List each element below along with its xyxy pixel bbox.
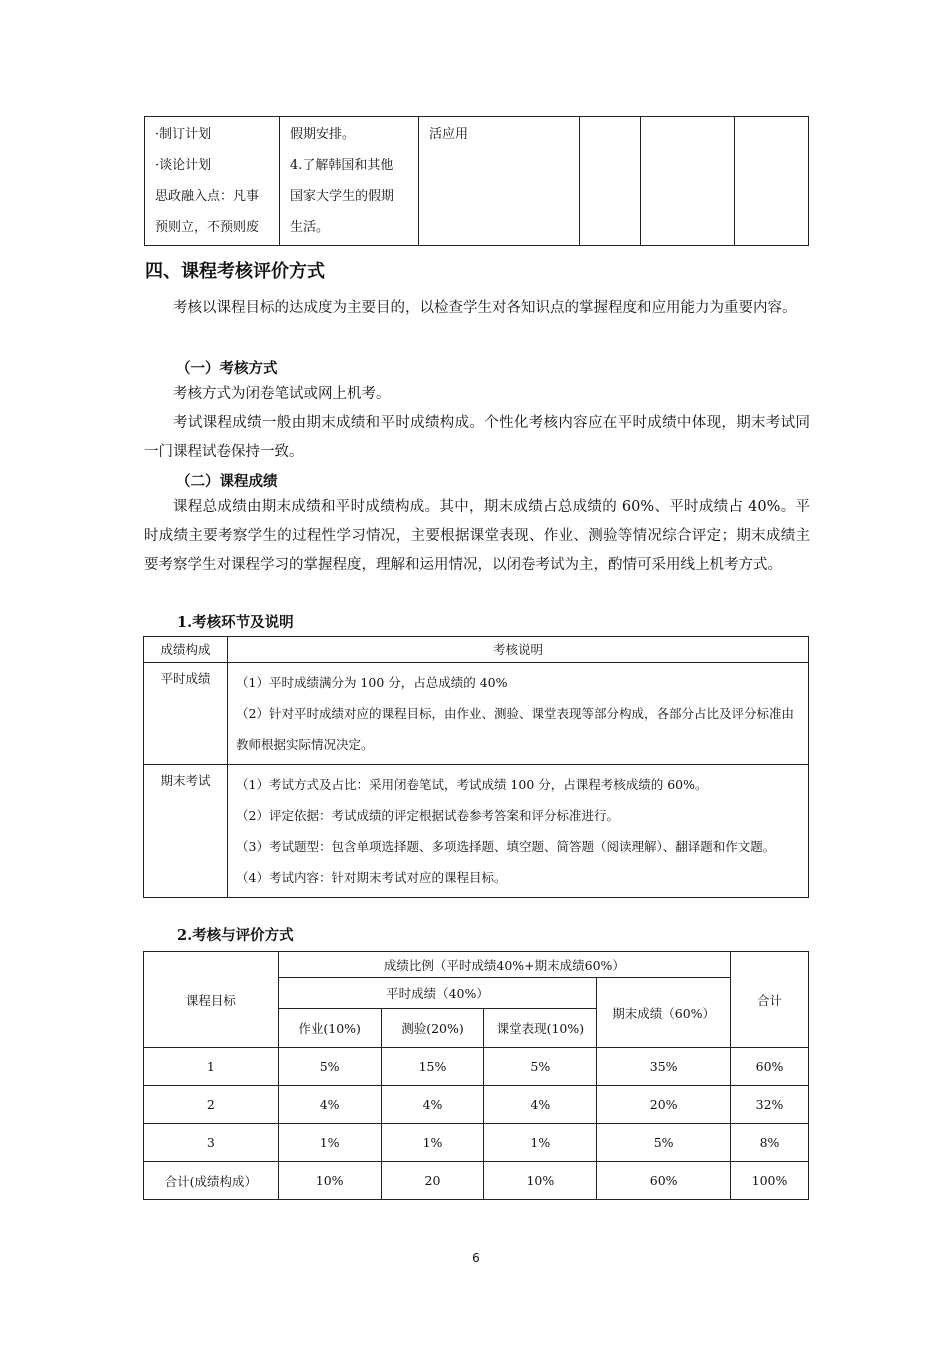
cell-line: ·谈论计划: [155, 158, 212, 173]
table-row-total: [144, 1162, 809, 1200]
table-row: [144, 765, 809, 898]
cell-line: 活应用: [429, 127, 469, 142]
table-cell: 合计(成绩构成）: [144, 1162, 279, 1200]
table-header-cell: 课程目标: [144, 952, 279, 1048]
table-cell: 8%: [731, 1124, 809, 1162]
table-cell: 35%: [597, 1048, 731, 1086]
table-cell: 20%: [597, 1086, 731, 1124]
table-cell: [228, 663, 809, 765]
table-cell: 5%: [484, 1048, 597, 1086]
paragraph: 考试课程成绩一般由期末成绩和平时成绩构成。个性化考核内容应在平时成绩中体现，期末考试同一门课程试卷保持一致。: [144, 415, 810, 460]
table-cell: [419, 117, 580, 246]
table-cell: 1%: [278, 1124, 381, 1162]
table-header-cell: 测验(20%): [381, 1009, 484, 1048]
item-heading: 2.考核与评价方式: [177, 927, 294, 944]
table-header-cell: 课堂表现(10%): [484, 1009, 597, 1048]
intro-paragraph: 考核以课程目标的达成度为主要目的，以检查学生对各知识点的掌握程度和应用能力为重要内容。: [173, 300, 797, 316]
cell-line: （2）针对平时成绩对应的课程目标，由作业、测验、课堂表现等部分构成，各部分占比及评分标准由教师根据实际情况决定。: [236, 706, 794, 752]
cell-line: 假期安排。: [290, 127, 356, 142]
table-cell: 15%: [381, 1048, 484, 1086]
cell-line: 思政融入点：凡事: [155, 189, 260, 204]
table-cell: 3: [144, 1124, 279, 1162]
table-cell: 10%: [484, 1162, 597, 1200]
cell-line: 生活。: [290, 220, 330, 235]
cell-line: 预则立，不预则废: [155, 220, 260, 235]
table-cell: 1: [144, 1048, 279, 1086]
row-label: 期末考试: [144, 765, 228, 898]
table-header-row: [144, 952, 809, 978]
table-row: [145, 117, 809, 246]
table-cell: [735, 117, 809, 246]
table-header-cell: 成绩构成: [144, 637, 228, 663]
table-cell: 1%: [381, 1124, 484, 1162]
table-cell: 1%: [484, 1124, 597, 1162]
table-row: [144, 1048, 809, 1086]
table-cell: 2: [144, 1086, 279, 1124]
table-cell: [228, 765, 809, 898]
table-cell: 20: [381, 1162, 484, 1200]
table-row: [144, 1124, 809, 1162]
cell-line: （4）考试内容：针对期末考试对应的课程目标。: [236, 870, 507, 885]
table-cell: 60%: [731, 1048, 809, 1086]
assessment-table: [143, 636, 809, 898]
table-cell: 60%: [597, 1162, 731, 1200]
table-header-cell: 合计: [731, 952, 809, 1048]
cell-line: ·制订计划: [155, 127, 212, 142]
section-heading: 四、课程考核评价方式: [145, 261, 325, 282]
cell-line: （3）考试题型：包含单项选择题、多项选择题、填空题、简答题（阅读理解）、翻译题和作文题。: [236, 839, 776, 854]
table-cell: 5%: [278, 1048, 381, 1086]
grading-table: [143, 951, 809, 1200]
table-cell: 4%: [484, 1086, 597, 1124]
table-header-cell: 成绩比例（平时成绩40%+期末成绩60%）: [278, 952, 730, 978]
cell-line: （1）考试方式及占比：采用闭卷笔试，考试成绩 100 分，占课程考核成绩的 60%。: [236, 777, 708, 792]
table-cell: [580, 117, 641, 246]
table-cell: [641, 117, 735, 246]
table-row: [144, 663, 809, 765]
row-label: 平时成绩: [144, 663, 228, 765]
table-header-row: [144, 637, 809, 663]
paragraph: 考核方式为闭卷笔试或网上机考。: [173, 386, 391, 402]
cell-line: 4.了解韩国和其他: [290, 158, 394, 173]
table-row: [144, 1086, 809, 1124]
table-header-cell: 作业(10%): [278, 1009, 381, 1048]
table-cell: 4%: [381, 1086, 484, 1124]
subsection-heading-assessment-method: （一）考核方式: [176, 361, 278, 377]
paragraph: 课程总成绩由期末成绩和平时成绩构成。其中，期末成绩占总成绩的 60%、平时成绩占 40%。平时成绩主要考察学生的过程性学习情况，主要根据课堂表现、作业、测验等情况综合评定；期末成绩主要考察学生对课程学习的掌握程度，理解和运用情况，以闭卷考试为主，酌情可采用线上机考方式。: [144, 499, 810, 573]
table-cell: 32%: [731, 1086, 809, 1124]
table-header-cell: 平时成绩（40%）: [278, 978, 597, 1009]
page-number: 6: [472, 1251, 480, 1265]
table-cell: [145, 117, 280, 246]
subsection-heading-course-grade: （二）课程成绩: [176, 474, 278, 490]
cell-line: （2）评定依据：考试成绩的评定根据试卷参考答案和评分标准进行。: [236, 808, 619, 823]
table-cell: 100%: [731, 1162, 809, 1200]
cell-line: （1）平时成绩满分为 100 分，占总成绩的 40%: [236, 675, 508, 690]
table-header-cell: 期末成绩（60%）: [597, 978, 731, 1048]
schedule-table-continuation: [144, 116, 809, 246]
table-cell: 5%: [597, 1124, 731, 1162]
table-header-cell: 考核说明: [228, 637, 809, 663]
cell-line: 国家大学生的假期: [290, 189, 395, 204]
item-heading: 1.考核环节及说明: [177, 614, 294, 631]
table-cell: 10%: [278, 1162, 381, 1200]
table-cell: [280, 117, 419, 246]
table-cell: 4%: [278, 1086, 381, 1124]
